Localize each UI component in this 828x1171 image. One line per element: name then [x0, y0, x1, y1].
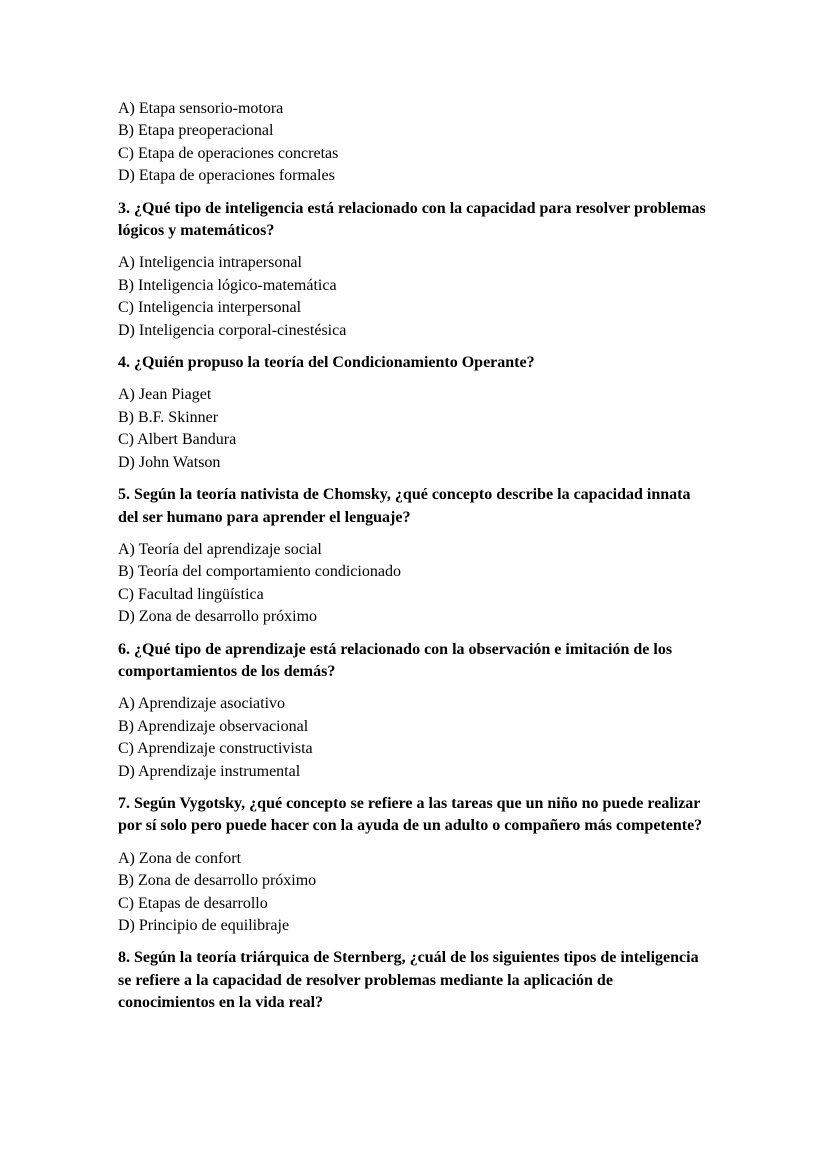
option-item: D) Aprendizaje instrumental: [118, 762, 301, 780]
question-text: 8. Según la teoría triárquica de Sternberg, ¿cuál de los siguientes tipos de inteligencia se refiere a la capacidad de resolver problemas mediante la aplicación de conocimientos en la vida real?: [118, 949, 699, 1012]
option-list: [118, 848, 728, 938]
question-7: [118, 793, 728, 937]
question-text: 7. Según Vygotsky, ¿qué concepto se refiere a las tareas que un niño no puede realizar por sí solo pero puede hacer con la ayuda de un adulto o compañero más competente?: [118, 794, 703, 835]
option-item: D) Inteligencia corporal-cinestésica: [118, 321, 347, 339]
question-6: [118, 639, 728, 783]
option-item: B) Teoría del comportamiento condicionado: [118, 563, 401, 581]
question-3: [118, 198, 728, 342]
option-list: [118, 693, 728, 783]
option-list: [118, 384, 728, 474]
option-item: C) Albert Bandura: [118, 431, 237, 449]
option-item: A) Jean Piaget: [118, 386, 212, 404]
option-item: C) Aprendizaje constructivista: [118, 740, 313, 758]
option-item: B) Aprendizaje observacional: [118, 717, 309, 735]
question-4: [118, 352, 728, 474]
question-text: 3. ¿Qué tipo de inteligencia está relacionado con la capacidad para resolver problemas lógicos y matemáticos?: [118, 199, 706, 240]
question-2-options: [118, 98, 728, 188]
option-item: D) Etapa de operaciones formales: [118, 167, 335, 185]
option-item: D) John Watson: [118, 453, 221, 471]
option-item: A) Aprendizaje asociativo: [118, 695, 286, 713]
option-item: C) Etapas de desarrollo: [118, 894, 268, 912]
option-item: C) Etapa de operaciones concretas: [118, 144, 339, 162]
option-item: C) Inteligencia interpersonal: [118, 299, 302, 317]
option-item: B) Etapa preoperacional: [118, 122, 274, 140]
option-item: A) Teoría del aprendizaje social: [118, 540, 322, 558]
option-list: [118, 252, 728, 342]
option-item: B) B.F. Skinner: [118, 408, 219, 426]
question-text: 5. Según la teoría nativista de Chomsky, ¿qué concepto describe la capacidad innata del ser humano para aprender el lenguaje?: [118, 486, 691, 526]
question-5: [118, 484, 728, 628]
option-item: A) Etapa sensorio-motora: [118, 100, 284, 117]
option-item: D) Zona de desarrollo próximo: [118, 608, 318, 626]
option-item: B) Inteligencia lógico-matemática: [118, 276, 337, 294]
option-item: B) Zona de desarrollo próximo: [118, 872, 317, 890]
option-list: [118, 539, 728, 629]
option-item: A) Inteligencia intrapersonal: [118, 254, 302, 272]
question-text: 6. ¿Qué tipo de aprendizaje está relacionado con la observación e imitación de los comportamientos de los demás?: [118, 640, 673, 680]
question-8: [118, 947, 728, 1014]
option-item: C) Facultad lingüística: [118, 585, 264, 603]
option-item: A) Zona de confort: [118, 849, 242, 867]
option-item: D) Principio de equilibraje: [118, 917, 290, 934]
question-text: 4. ¿Quién propuso la teoría del Condicionamiento Operante?: [118, 354, 535, 372]
